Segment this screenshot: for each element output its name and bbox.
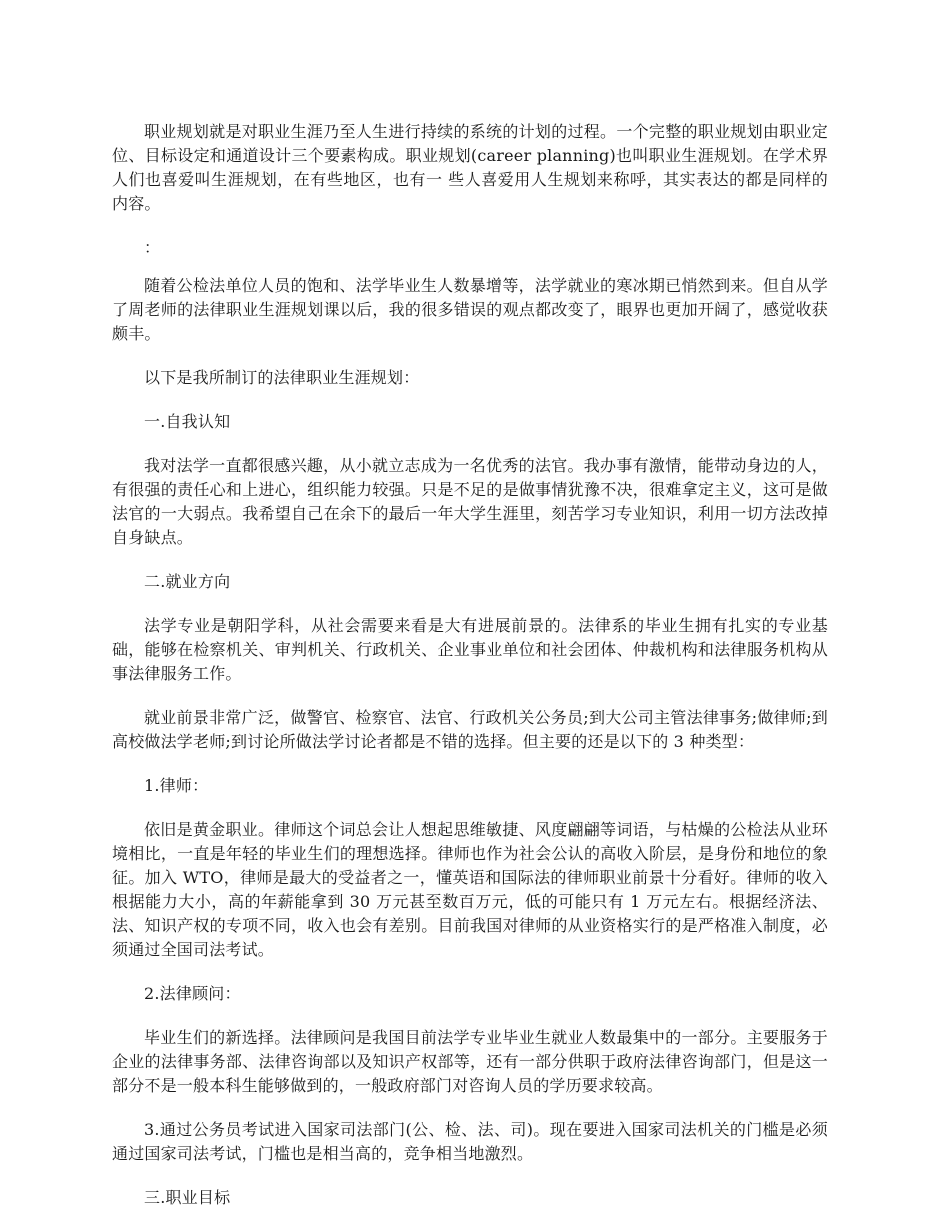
paragraph-intro: 职业规划就是对职业生涯乃至人生进行持续的系统的计划的过程。一个完整的职业规划由职业定位、目标设定和通道设计三个要素构成。职业规划(career planning)也叫职业生涯规划。在学术界人们也喜爱叫生涯规划，在有些地区，也有一 些人喜爱用人生规划来称呼，其实表达的都是同样的内容。 <box>112 122 828 213</box>
paragraph-legal-advisor: 毕业生们的新选择。法律顾问是我国目前法学专业毕业生就业人数最集中的一部分。主要服务于企业的法律事务部、法律咨询部以及知识产权部等，还有一部分供职于政府法律咨询部门，但是这一部分不是一般本科生能够做到的，一般政府部门对咨询人员的学历要求较高。 <box>112 1028 828 1095</box>
heading-self-awareness: 一.自我认知 <box>144 412 231 431</box>
paragraph-self-awareness: 我对法学一直都很感兴趣，从小就立志成为一名优秀的法官。我办事有激情，能带动身边的人，有很强的责任心和上进心，组织能力较强。只是不足的是做事情犹豫不决，很难拿定主义，这可是做法官的一大弱点。我希望自己在余下的最后一年大学生涯里，刻苦学习专业知识，利用一切方法改掉自身缺点。 <box>112 456 828 547</box>
paragraph-colon: ： <box>144 238 161 257</box>
paragraph-plan-lead: 以下是我所制订的法律职业生涯规划： <box>144 368 420 387</box>
document-page <box>112 120 828 1230</box>
paragraph-lawyer: 依旧是黄金职业。律师这个词总会让人想起思维敏捷、风度翩翩等词语，与枯燥的公检法从业环境相比，一直是年轻的毕业生们的理想选择。律师也作为社会公认的高收入阶层，是身份和地位的象征。加入 WTO，律师是最大的受益者之一，懂英语和国际法的律师职业前景十分看好。律师的收入根据能力大小，高的年薪能拿到 30 万元甚至数百万元，低的可能只有 1 万元左右。根据经济法、法、知识产权的专项不同，收入也会有差别。目前我国对律师的从业资格实行的是严格准入制度，必须通过全国司法考试。 <box>112 820 828 959</box>
heading-employment-direction: 二.就业方向 <box>144 572 231 591</box>
heading-legal-advisor: 2.法律顾问： <box>144 984 241 1003</box>
paragraph-background: 随着公检法单位人员的饱和、法学毕业生人数暴增等，法学就业的寒冰期已悄然到来。但自从学了周老师的法律职业生涯规划课以后，我的很多错误的观点都改变了，眼界也更加开阔了，感觉收获颇丰。 <box>112 276 828 343</box>
paragraph-employment-direction: 法学专业是朝阳学科，从社会需要来看是大有进展前景的。法律系的毕业生拥有扎实的专业基础，能够在检察机关、审判机关、行政机关、企业事业单位和社会团体、仲裁机构和法律服务机构从事法律服务工作。 <box>112 616 828 683</box>
heading-lawyer: 1.律师： <box>144 776 209 795</box>
heading-career-goals: 三.职业目标 <box>144 1188 231 1207</box>
paragraph-employment-prospects: 就业前景非常广泛，做警官、检察官、法官、行政机关公务员;到大公司主管法律事务;做律师;到高校做法学老师;到讨论所做法学讨论者都是不错的选择。但主要的还是以下的 3 种类型： <box>112 708 828 751</box>
paragraph-civil-service: 3.通过公务员考试进入国家司法部门(公、检、法、司)。现在要进入国家司法机关的门槛是必须通过国家司法考试，门槛也是相当高的，竞争相当地激烈。 <box>112 1120 828 1163</box>
